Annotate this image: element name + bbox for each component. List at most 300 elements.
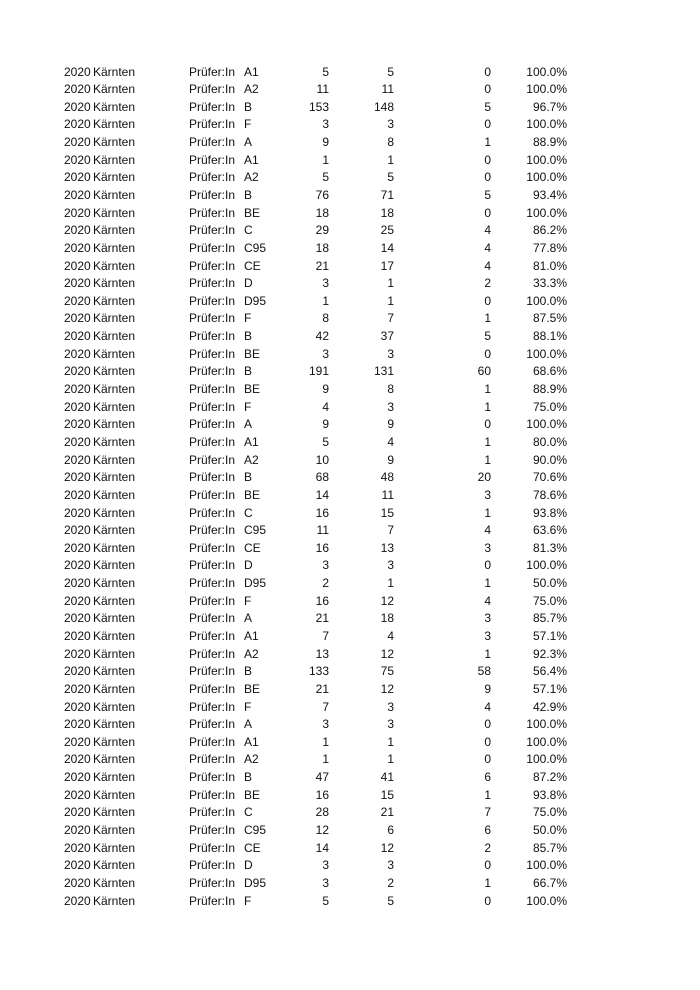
examiner-role-cell: Prüfer:In	[189, 329, 236, 344]
examiner-role-cell: Prüfer:In	[189, 523, 236, 538]
pass-rate-cell: 63.6%	[532, 523, 567, 538]
examiner-role-cell: Prüfer:In	[189, 470, 236, 485]
failed-count-cell: 2	[484, 276, 491, 291]
examiner-role-cell: Prüfer:In	[189, 452, 236, 467]
year-cell: 2020	[64, 699, 91, 714]
table-row	[0, 99, 700, 117]
examiner-role-cell: Prüfer:In	[189, 170, 236, 185]
table-row	[0, 505, 700, 523]
table-row	[0, 381, 700, 399]
total-count-cell: 5	[322, 434, 329, 449]
license-class-cell: A1	[244, 734, 259, 749]
pass-rate-cell: 100.0%	[526, 734, 567, 749]
examiner-role-cell: Prüfer:In	[189, 382, 236, 397]
region-cell: Kärnten	[93, 205, 136, 220]
table-row	[0, 487, 700, 505]
passed-count-cell: 1	[387, 734, 394, 749]
total-count-cell: 9	[322, 135, 329, 150]
table-row	[0, 187, 700, 205]
failed-count-cell: 9	[484, 681, 491, 696]
year-cell: 2020	[64, 646, 91, 661]
pass-rate-cell: 80.0%	[532, 434, 567, 449]
passed-count-cell: 14	[380, 240, 394, 255]
table-row	[0, 875, 700, 893]
license-class-cell: B	[244, 329, 253, 344]
table-row	[0, 646, 700, 664]
passed-count-cell: 8	[387, 135, 394, 150]
failed-count-cell: 5	[484, 99, 491, 114]
examiner-role-cell: Prüfer:In	[189, 717, 236, 732]
pass-rate-cell: 50.0%	[532, 576, 567, 591]
passed-count-cell: 1	[387, 576, 394, 591]
table-row	[0, 64, 700, 82]
region-cell: Kärnten	[93, 823, 136, 838]
license-class-cell: F	[244, 311, 252, 326]
license-class-cell: A1	[244, 629, 259, 643]
license-class-cell: F	[244, 893, 252, 908]
examiner-role-cell: Prüfer:In	[189, 611, 236, 626]
license-class-cell: A2	[244, 452, 259, 467]
region-cell: Kärnten	[93, 576, 136, 591]
total-count-cell: 28	[315, 805, 329, 820]
examiner-role-cell: Prüfer:In	[189, 135, 236, 150]
examiner-role-cell: Prüfer:In	[189, 893, 236, 908]
pass-rate-cell: 90.0%	[532, 452, 567, 467]
license-class-cell: B	[244, 770, 253, 785]
pass-rate-cell: 100.0%	[526, 205, 567, 220]
region-cell: Kärnten	[93, 117, 136, 132]
license-class-cell: C95	[244, 240, 267, 255]
year-cell: 2020	[64, 523, 91, 538]
license-class-cell: A	[244, 417, 253, 432]
examiner-role-cell: Prüfer:In	[189, 858, 236, 873]
total-count-cell: 3	[322, 558, 329, 573]
total-count-cell: 1	[322, 734, 329, 749]
table-row	[0, 857, 700, 875]
pass-rate-cell: 93.4%	[532, 187, 567, 202]
year-cell: 2020	[64, 470, 91, 485]
failed-count-cell: 0	[484, 717, 491, 732]
total-count-cell: 3	[322, 858, 329, 873]
pass-rate-cell: 100.0%	[526, 893, 567, 908]
region-cell: Kärnten	[93, 276, 136, 291]
passed-count-cell: 18	[380, 611, 394, 626]
pass-rate-cell: 100.0%	[526, 558, 567, 573]
table-row	[0, 205, 700, 223]
failed-count-cell: 0	[484, 752, 491, 767]
pass-rate-cell: 100.0%	[526, 293, 567, 308]
failed-count-cell: 0	[484, 117, 491, 132]
failed-count-cell: 3	[484, 611, 491, 626]
pass-rate-cell: 78.6%	[532, 487, 567, 502]
examiner-role-cell: Prüfer:In	[189, 540, 236, 555]
year-cell: 2020	[64, 558, 91, 573]
license-class-cell: A	[244, 135, 253, 150]
failed-count-cell: 6	[484, 823, 491, 838]
license-class-cell: BE	[244, 382, 261, 397]
total-count-cell: 3	[322, 875, 329, 890]
total-count-cell: 2	[322, 576, 329, 591]
table-row	[0, 699, 700, 717]
pass-rate-cell: 56.4%	[532, 664, 567, 679]
pass-rate-cell: 100.0%	[526, 170, 567, 185]
total-count-cell: 16	[315, 593, 329, 608]
passed-count-cell: 1	[387, 152, 394, 167]
license-class-cell: B	[244, 664, 253, 679]
failed-count-cell: 0	[484, 82, 491, 97]
total-count-cell: 76	[315, 187, 329, 202]
year-cell: 2020	[64, 540, 91, 555]
table-row	[0, 522, 700, 540]
total-count-cell: 16	[315, 505, 329, 520]
pass-rate-cell: 88.9%	[532, 135, 567, 150]
total-count-cell: 1	[322, 152, 329, 167]
total-count-cell: 9	[322, 417, 329, 432]
passed-count-cell: 37	[380, 329, 394, 344]
year-cell: 2020	[64, 135, 91, 150]
failed-count-cell: 1	[484, 505, 491, 520]
examiner-role-cell: Prüfer:In	[189, 805, 236, 820]
examiner-role-cell: Prüfer:In	[189, 293, 236, 308]
table-row	[0, 557, 700, 575]
year-cell: 2020	[64, 593, 91, 608]
passed-count-cell: 21	[380, 805, 394, 820]
examiner-role-cell: Prüfer:In	[189, 434, 236, 449]
failed-count-cell: 0	[484, 64, 491, 79]
year-cell: 2020	[64, 276, 91, 291]
failed-count-cell: 5	[484, 329, 491, 344]
passed-count-cell: 7	[387, 311, 394, 326]
passed-count-cell: 12	[380, 681, 394, 696]
license-class-cell: D95	[244, 875, 267, 890]
pass-rate-cell: 57.1%	[532, 629, 567, 643]
region-cell: Kärnten	[93, 611, 136, 626]
passed-count-cell: 75	[380, 664, 394, 679]
total-count-cell: 3	[322, 717, 329, 732]
examiner-role-cell: Prüfer:In	[189, 364, 236, 379]
region-cell: Kärnten	[93, 99, 136, 114]
region-cell: Kärnten	[93, 681, 136, 696]
region-cell: Kärnten	[93, 434, 136, 449]
table-row	[0, 540, 700, 558]
failed-count-cell: 7	[484, 805, 491, 820]
year-cell: 2020	[64, 875, 91, 890]
year-cell: 2020	[64, 681, 91, 696]
pass-rate-cell: 75.0%	[532, 593, 567, 608]
total-count-cell: 21	[315, 611, 329, 626]
failed-count-cell: 1	[484, 875, 491, 890]
table-row	[0, 169, 700, 187]
region-cell: Kärnten	[93, 734, 136, 749]
license-class-cell: D	[244, 558, 253, 573]
passed-count-cell: 17	[380, 258, 394, 273]
examiner-role-cell: Prüfer:In	[189, 258, 236, 273]
license-class-cell: A1	[244, 434, 259, 449]
region-cell: Kärnten	[93, 805, 136, 820]
table-row	[0, 469, 700, 487]
table-row	[0, 275, 700, 293]
license-class-cell: F	[244, 117, 252, 132]
failed-count-cell: 1	[484, 646, 491, 661]
failed-count-cell: 0	[484, 417, 491, 432]
passed-count-cell: 9	[387, 452, 394, 467]
license-class-cell: BE	[244, 487, 261, 502]
year-cell: 2020	[64, 611, 91, 626]
failed-count-cell: 4	[484, 223, 491, 238]
total-count-cell: 9	[322, 382, 329, 397]
license-class-cell: A2	[244, 82, 259, 97]
region-cell: Kärnten	[93, 82, 136, 97]
region-cell: Kärnten	[93, 858, 136, 873]
license-class-cell: F	[244, 593, 252, 608]
license-class-cell: A1	[244, 152, 259, 167]
examiner-role-cell: Prüfer:In	[189, 240, 236, 255]
table-row	[0, 452, 700, 470]
region-cell: Kärnten	[93, 523, 136, 538]
total-count-cell: 11	[316, 82, 329, 97]
table-row	[0, 293, 700, 311]
total-count-cell: 8	[322, 311, 329, 326]
year-cell: 2020	[64, 752, 91, 767]
pass-rate-cell: 86.2%	[532, 223, 567, 238]
passed-count-cell: 3	[387, 399, 394, 414]
license-class-cell: A2	[244, 646, 259, 661]
passed-count-cell: 6	[387, 823, 394, 838]
failed-count-cell: 1	[484, 434, 491, 449]
total-count-cell: 5	[322, 64, 329, 79]
failed-count-cell: 4	[484, 593, 491, 608]
table-row	[0, 787, 700, 805]
examiner-role-cell: Prüfer:In	[189, 205, 236, 220]
total-count-cell: 47	[315, 770, 329, 785]
passed-count-cell: 71	[380, 187, 394, 202]
examiner-role-cell: Prüfer:In	[189, 752, 236, 767]
table-row	[0, 769, 700, 787]
table-row	[0, 152, 700, 170]
year-cell: 2020	[64, 717, 91, 732]
table-row	[0, 416, 700, 434]
year-cell: 2020	[64, 734, 91, 749]
failed-count-cell: 3	[484, 540, 491, 555]
region-cell: Kärnten	[93, 346, 136, 361]
examiner-role-cell: Prüfer:In	[189, 646, 236, 661]
passed-count-cell: 5	[387, 893, 394, 908]
examiner-role-cell: Prüfer:In	[189, 505, 236, 520]
passed-count-cell: 11	[381, 487, 394, 502]
region-cell: Kärnten	[93, 487, 136, 502]
license-class-cell: B	[244, 187, 253, 202]
table-row	[0, 346, 700, 364]
region-cell: Kärnten	[93, 840, 136, 855]
year-cell: 2020	[64, 576, 91, 591]
examiner-role-cell: Prüfer:In	[189, 770, 236, 785]
pass-rate-cell: 100.0%	[526, 752, 567, 767]
table-row	[0, 328, 700, 346]
license-class-cell: BE	[244, 346, 261, 361]
pass-rate-cell: 100.0%	[526, 117, 567, 132]
examiner-role-cell: Prüfer:In	[189, 223, 236, 238]
region-cell: Kärnten	[93, 505, 136, 520]
examiner-role-cell: Prüfer:In	[189, 664, 236, 679]
failed-count-cell: 0	[484, 858, 491, 873]
failed-count-cell: 6	[484, 770, 491, 785]
total-count-cell: 21	[315, 258, 329, 273]
license-class-cell: D	[244, 858, 253, 873]
examiner-role-cell: Prüfer:In	[189, 593, 236, 608]
pass-rate-cell: 100.0%	[526, 64, 567, 79]
table-row	[0, 663, 700, 681]
examiner-role-cell: Prüfer:In	[189, 699, 236, 714]
year-cell: 2020	[64, 893, 91, 908]
total-count-cell: 12	[315, 823, 329, 838]
total-count-cell: 16	[315, 540, 329, 555]
examiner-role-cell: Prüfer:In	[189, 681, 236, 696]
pass-rate-cell: 75.0%	[532, 399, 567, 414]
total-count-cell: 191	[308, 364, 329, 379]
examiner-role-cell: Prüfer:In	[189, 117, 236, 132]
license-class-cell: A2	[244, 752, 259, 767]
license-class-cell: A	[244, 717, 253, 732]
passed-count-cell: 3	[387, 717, 394, 732]
total-count-cell: 5	[322, 170, 329, 185]
total-count-cell: 21	[315, 681, 329, 696]
region-cell: Kärnten	[93, 329, 136, 344]
table-row	[0, 716, 700, 734]
examiner-role-cell: Prüfer:In	[189, 487, 236, 502]
region-cell: Kärnten	[93, 629, 136, 643]
pass-rate-cell: 100.0%	[526, 82, 567, 97]
region-cell: Kärnten	[93, 893, 136, 908]
region-cell: Kärnten	[93, 875, 136, 890]
failed-count-cell: 3	[484, 487, 491, 502]
region-cell: Kärnten	[93, 787, 136, 802]
failed-count-cell: 0	[484, 558, 491, 573]
passed-count-cell: 3	[387, 346, 394, 361]
table-row	[0, 258, 700, 276]
license-class-cell: C	[244, 505, 253, 520]
year-cell: 2020	[64, 399, 91, 414]
passed-count-cell: 12	[380, 840, 394, 855]
examiner-role-cell: Prüfer:In	[189, 840, 236, 855]
license-class-cell: C95	[244, 523, 267, 538]
examiner-role-cell: Prüfer:In	[189, 787, 236, 802]
failed-count-cell: 20	[477, 470, 491, 485]
examiner-role-cell: Prüfer:In	[189, 99, 236, 114]
region-cell: Kärnten	[93, 135, 136, 150]
region-cell: Kärnten	[93, 770, 136, 785]
total-count-cell: 4	[322, 399, 329, 414]
total-count-cell: 10	[315, 452, 329, 467]
failed-count-cell: 0	[484, 152, 491, 167]
year-cell: 2020	[64, 823, 91, 838]
pass-rate-cell: 96.7%	[532, 99, 567, 114]
examiner-role-cell: Prüfer:In	[189, 734, 236, 749]
license-class-cell: D	[244, 276, 253, 291]
region-cell: Kärnten	[93, 170, 136, 185]
table-row	[0, 363, 700, 381]
year-cell: 2020	[64, 417, 91, 432]
table-row	[0, 310, 700, 328]
examiner-role-cell: Prüfer:In	[189, 311, 236, 326]
passed-count-cell: 1	[387, 293, 394, 308]
failed-count-cell: 4	[484, 699, 491, 714]
passed-count-cell: 11	[381, 82, 394, 97]
pass-rate-cell: 88.1%	[532, 329, 567, 344]
total-count-cell: 1	[322, 752, 329, 767]
year-cell: 2020	[64, 487, 91, 502]
year-cell: 2020	[64, 152, 91, 167]
passed-count-cell: 12	[380, 646, 394, 661]
examiner-role-cell: Prüfer:In	[189, 82, 236, 97]
pass-rate-cell: 85.7%	[532, 840, 567, 855]
license-class-cell: D95	[244, 293, 267, 308]
total-count-cell: 153	[308, 99, 329, 114]
year-cell: 2020	[64, 346, 91, 361]
table-row	[0, 116, 700, 134]
region-cell: Kärnten	[93, 558, 136, 573]
year-cell: 2020	[64, 64, 91, 79]
license-class-cell: D95	[244, 576, 267, 591]
passed-count-cell: 48	[380, 470, 394, 485]
region-cell: Kärnten	[93, 64, 136, 79]
passed-count-cell: 13	[380, 540, 394, 555]
failed-count-cell: 5	[484, 187, 491, 202]
license-class-cell: C95	[244, 823, 267, 838]
table-row	[0, 840, 700, 858]
failed-count-cell: 1	[484, 382, 491, 397]
license-class-cell: BE	[244, 787, 261, 802]
failed-count-cell: 0	[484, 893, 491, 908]
examiner-role-cell: Prüfer:In	[189, 629, 236, 643]
license-class-cell: C	[244, 805, 253, 820]
license-class-cell: B	[244, 364, 253, 379]
region-cell: Kärnten	[93, 382, 136, 397]
region-cell: Kärnten	[93, 470, 136, 485]
pass-rate-cell: 87.2%	[532, 770, 567, 785]
total-count-cell: 5	[322, 893, 329, 908]
table-row	[0, 893, 700, 911]
table-row	[0, 751, 700, 769]
pass-rate-cell: 93.8%	[532, 787, 567, 802]
year-cell: 2020	[64, 258, 91, 273]
total-count-cell: 13	[315, 646, 329, 661]
total-count-cell: 29	[315, 223, 329, 238]
failed-count-cell: 1	[484, 135, 491, 150]
failed-count-cell: 4	[484, 258, 491, 273]
year-cell: 2020	[64, 629, 91, 643]
pass-rate-cell: 57.1%	[532, 681, 567, 696]
license-class-cell: A	[244, 611, 253, 626]
region-cell: Kärnten	[93, 540, 136, 555]
region-cell: Kärnten	[93, 399, 136, 414]
table-row	[0, 222, 700, 240]
failed-count-cell: 58	[477, 664, 491, 679]
year-cell: 2020	[64, 293, 91, 308]
examiner-role-cell: Prüfer:In	[189, 576, 236, 591]
passed-count-cell: 4	[387, 629, 394, 643]
region-cell: Kärnten	[93, 223, 136, 238]
failed-count-cell: 1	[484, 452, 491, 467]
examiner-role-cell: Prüfer:In	[189, 823, 236, 838]
license-class-cell: F	[244, 399, 252, 414]
failed-count-cell: 60	[477, 364, 491, 379]
passed-count-cell: 18	[380, 205, 394, 220]
failed-count-cell: 0	[484, 205, 491, 220]
license-class-cell: C	[244, 223, 253, 238]
passed-count-cell: 8	[387, 382, 394, 397]
year-cell: 2020	[64, 434, 91, 449]
total-count-cell: 3	[322, 346, 329, 361]
